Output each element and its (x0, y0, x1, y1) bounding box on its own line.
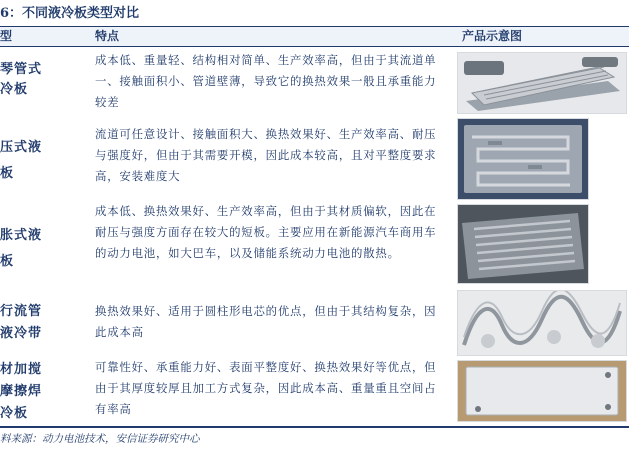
header-features: 特点 (95, 29, 120, 43)
table-row-features: 流道可任意设计、接触面积大、换热效果好、生产效率高、耐压与强度好，但由于其需要开模，因此成本较高，且对平整度要求高，安装难度大 (95, 127, 437, 183)
bottom-rule (0, 426, 629, 428)
table-row-type: 行流管 液冷带 (0, 304, 43, 341)
table-row-features: 成本低、重量轻、结构相对简单、生产效率高，但由于其流道单一、接触面积小、管道壁薄，导致它的换热效果一般且承重能力较差 (95, 53, 437, 109)
harmonica-cold-plate-image (457, 52, 627, 114)
table-row-type: 压式液 板 (0, 140, 43, 181)
table-row-features: 可靠性好、承重能力好、表面平整度好、换热效果好等优点，但由于其厚度较厚且加工方式复杂，因此成本高、重量重且空间占有率高 (95, 360, 437, 416)
serpentine-tube-cooling-belt-image (457, 290, 627, 356)
blown-cold-plate-image (457, 204, 589, 284)
header-image: 产品示意图 (462, 29, 523, 43)
header-type: 型 (0, 29, 13, 43)
table-row-type: 胀式液 板 (0, 228, 43, 269)
table-title: 6：不同液冷板类型对比 (0, 6, 140, 21)
stamped-cold-plate-image (457, 118, 589, 200)
friction-stir-welded-cold-plate-image (457, 360, 627, 422)
header-rule (0, 46, 629, 47)
source-note: 料来源：动力电池技术，安信证券研究中心 (0, 433, 200, 445)
table-row-type: 琴管式 冷板 (0, 62, 43, 97)
table-row-features: 换热效果好、适用于圆柱形电芯的优点，但由于其结构复杂，因此成本高 (95, 304, 437, 339)
table-row-type: 材加搅 摩擦焊 冷板 (0, 362, 43, 421)
table-row-features: 成本低、换热效果好、生产效率高，但由于其材质偏软，因此在耐压与强度方面存在较大的短板。主要应用在新能源汽车商用车的动力电池，如大巴车，以及储能系统动力电池的散热。 (95, 204, 437, 260)
